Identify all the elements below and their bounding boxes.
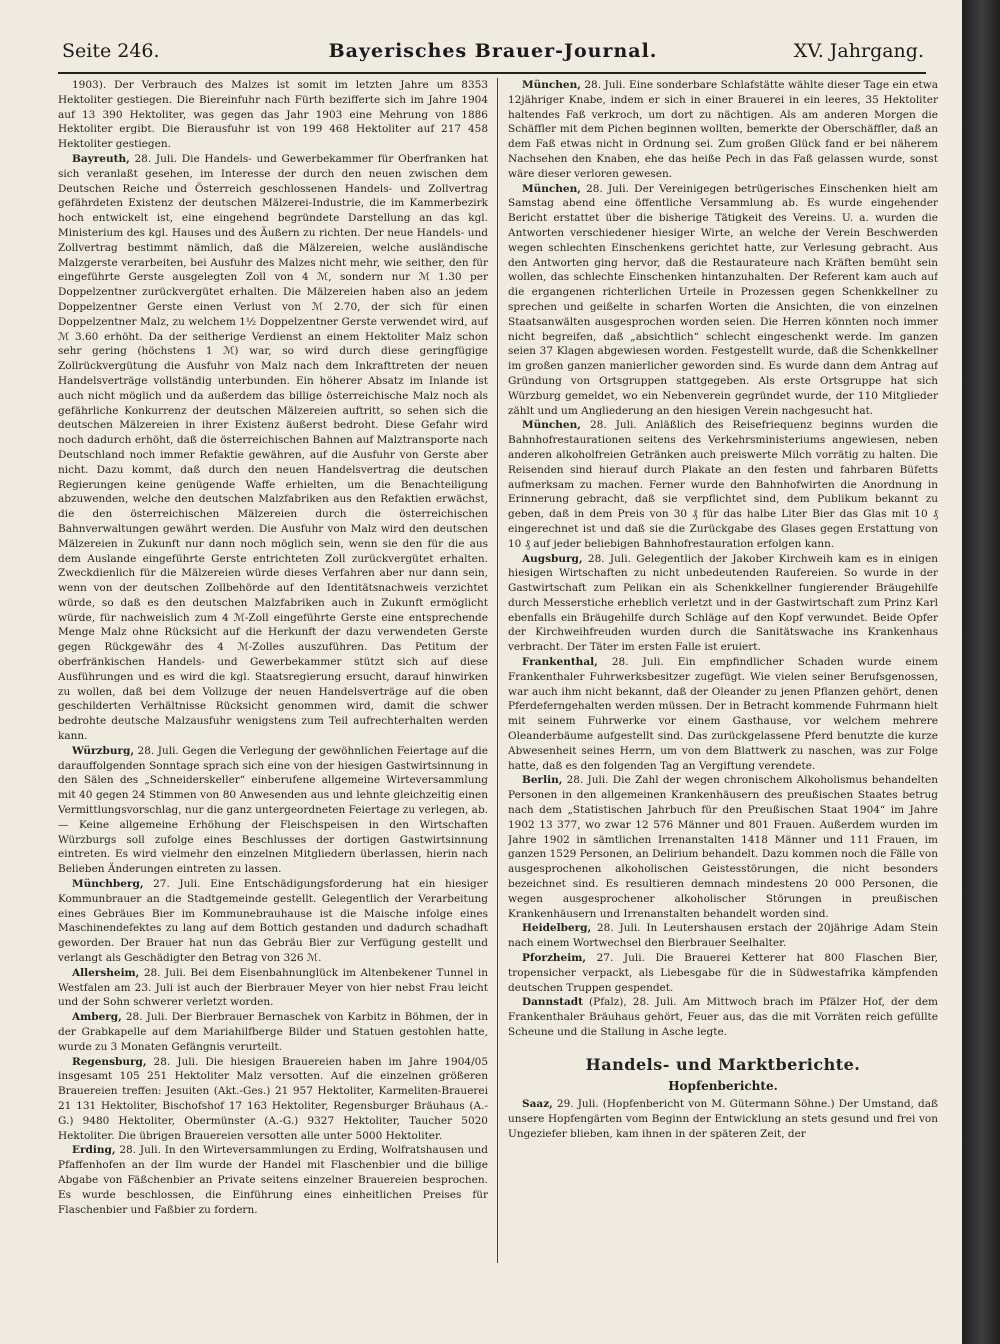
article-text: 28. Juli. Der Bierbrauer Bernaschek von Karbitz in Böhmen, der in der Grabkapelle auf dem Mariahilfberge Bilder und Statuen gestohlen hatte, wurde zu 3 Monaten Gefängnis verurteilt. bbox=[58, 1011, 488, 1053]
article-text: 28. Juli. Eine sonderbare Schlafstätte wählte dieser Tage ein etwa 12jähriger Knabe, indem er sich in einer Brauerei in ein leeres, 35 Hektoliter haltendes Faß verkroch, um dort zu nächtigen. Als am anderen Morgen die Schäffler mit dem Pichen beginnen wollten, bemerkte der Oberschäffler, daß an dem Faß etwas nicht in Ordnung sei. Zum großen Glück fand er bei näherem Nachsehen den Knaben, ehe das heiße Pech in das Faß gelassen wurde, sonst wäre dieser verloren gewesen. bbox=[508, 79, 938, 180]
article-text: 28. Juli. Gegen die Verlegung der gewöhnlichen Feiertage auf die darauffolgenden Sonntage sprach sich eine von der hiesigen Gastwirtsinnung in den Sälen des „Schneiderskeller“ einberufene allgemeine Wirteversammlung mit 40 gegen 24 Stimmen von 80 Anwesenden aus und lehnte gleichzeitig einen Vermittlungsvorschlag, nur die ganz untergeordneten Feiertage zu verlegen, ab. — Keine allgemeine Erhöhung der Fleischspeisen in den Wirtschaften Würzburgs soll zufolge eines Beschlusses der dortigen Gastwirtsinnung eintreten. Es wird vielmehr den einzelnen Mitgliedern überlassen, hierin nach Belieben Änderungen eintreten zu lassen. bbox=[58, 744, 488, 876]
article bbox=[58, 1010, 488, 1054]
right-column bbox=[508, 78, 938, 1268]
article-place: Heidelberg, bbox=[522, 922, 592, 935]
article-place: München, bbox=[522, 79, 581, 91]
article-text: 27. Juli. Eine Entschädigungsforderung hat ein hiesiger Kommunbrauer an die Stadtgemeinde gestellt. Gelegentlich der Verarbeitung eines Gebräues Bier im Kommunebrauhause ist die Maische infolge eines Maschinendefektes zu lang auf dem Bottich gestanden und dadurch schadhaft geworden. Der Brauer hat nun das Gebräu Bier zur Verfügung gestellt und verlangt als Geschädigter den Betrag von 326 ℳ. bbox=[58, 878, 488, 965]
article bbox=[58, 78, 488, 152]
page-number: Seite 246. bbox=[62, 40, 160, 62]
article-saaz bbox=[508, 1097, 938, 1141]
article-text: (Pfalz), 28. Juli. Am Mittwoch brach im Pfälzer Hof, der dem Frankenthaler Bräuhaus gehört, Feuer aus, das die mit Vorräten reich gefüllte Scheune und die Stallung in Asche legte. bbox=[508, 996, 938, 1038]
article bbox=[508, 418, 938, 551]
article-place: Amberg, bbox=[72, 1011, 122, 1024]
article bbox=[58, 152, 488, 744]
article-place: Dannstadt bbox=[522, 996, 583, 1009]
article-text: 28. Juli. Die Handels- und Gewerbekammer für Oberfranken hat sich veranlaßt gesehen, im Interesse der durch den neuen zwischen dem Deutschen Reiche und Österreich geschlossenen Handels- und Zollvertrag gefährdeten Existenz der deutschen Mälzerei-Industrie, die im Kammerbezirk hoch entwickelt ist, eine eingehend begründete Darstellung an das kgl. Ministerium des kgl. Hauses und des Äußern zu richten. Der neue Handels- und Zollvertrag bestimmt nämlich, daß die Mälzereien, welche ausländische Malzgerste verarbeiten, bei Ausfuhr des Malzes nicht mehr, wie seither, den für eingeführte Gerste ausgelegten Zoll von 4 ℳ, sondern nur ℳ 1.30 per Doppelzentner zurückvergütet erhalten. Die Mälzereien haben also an jedem Doppelzentner Gerste einen Verlust von ℳ 2.70, der sich für einen Doppelzentner Malz, zu welchem 1½ Doppelzentner Gerste verwendet wird, auf ℳ 3.60 erhöht. Da der seitherige Verdienst an einem Hektoliter Malz schon sehr gering (höchstens 1 ℳ) war, so wird durch diese geringfügige Zollrückvergütung die Ausfuhr von Malz nach dem Inkrafttreten der neuen Handelsverträge vollständig unterbunden. Ein höherer Absatz im Inlande ist auch nicht möglich und da außerdem das billige österreichische Malz noch als gefährliche Konkurrenz der deutschen Mälzereien auftritt, so sehen sich die deutschen Mälzereien in ihrer Existenz äußerst bedroht. Diese Gefahr wird noch dadurch erhöht, daß die österreichischen Bahnen auf Malztransporte nach Deutschland noch immer Refaktie gewähren, auf die Ausfuhr von Gerste aber nicht. Dazu kommt, daß durch den neuen Handelsvertrag die deutschen Regierungen keine genügende Waffe erhielten, um die Benachteiligung abzuwenden, welche den deutschen Malzfabriken aus den Refaktien erwächst, die den österreichischen Mälzereien durch die österreichischen Bahnverwaltungen gewährt werden. Die Ausfuhr von Malz wird den deutschen Mälzereien in Zukunft nur dann noch möglich sein, wenn sie den für die aus dem Auslande eingeführte Gerste entrichteten Zoll zurückvergütet erhalten. Zweckdienlich für die Mälzereien würde dieses Verfahren aber nur dann sein, wenn von der deutschen Zollbehörde auf den Identitätsnachweis verzichtet würde, so daß es den deutschen Malzfabriken auch in Zukunft ermöglicht würde, für nachweislich zum 4 ℳ-Zoll eingeführte Gerste eine entsprechende Menge Malz ohne Rücksicht auf die Herkunft der dazu verwendeten Gerste gegen Rückgewähr des 4 ℳ-Zolles auszuführen. Das Petitum der oberfränkischen Handels- und Gewerbekammer stützt sich auf diese Ausführungen und es wird die kgl. Staatsregierung ersucht, darauf hinwirken zu wollen, daß bei dem Vollzuge der neuen Handelsverträge auf die oben geschilderten Verhältnisse Rücksicht genommen wird, damit die schwer bedrohte deutsche Malzausfuhr wenigstens zum Teil aufrechterhalten werden kann. bbox=[58, 152, 488, 743]
article bbox=[508, 78, 938, 182]
article-text: 28. Juli. Anläßlich des Reisefriequenz beginns wurden die Bahnhofrestaurationen seitens des Verkehrsministeriums angewiesen, neben anderen alkoholfreien Getränken auch preiswerte Milch vorrätig zu halten. Die Reisenden sind hierauf durch Plakate an den festen und fahrbaren Büfetts aufmerksam zu machen. Ferner wurde den Bahnhofwirten die Anordnung in Erinnerung gebracht, daß sie verpflichtet sind, dem Publikum bekannt zu geben, daß in dem Preis von 30 ₰ für das halbe Liter Bier das Glas mit 10 ₰ eingerechnet ist und daß sie die Zurückgabe des Glases gegen Erstattung von 10 ₰ auf jeder beliebigen Bahnhofrestauration erfolgen kann. bbox=[508, 419, 938, 550]
article-place: Erding, bbox=[72, 1144, 116, 1157]
section-title: Handels- und Marktberichte. bbox=[585, 1054, 861, 1074]
article-text: 1903). Der Verbrauch des Malzes ist somit im letzten Jahre um 8353 Hektoliter gestiegen. Die Biereinfuhr nach Fürth bezifferte sich im Jahre 1904 auf 13 390 Hektoliter, was gegen das Jahr 1903 eine Mehrung von 1886 Hektoliter ergibt. Die Bierausfuhr ist von 199 468 Hektoliter auf 217 458 Hektoliter gestiegen. bbox=[58, 79, 488, 151]
article bbox=[58, 877, 488, 966]
article-text: 28. Juli. Der Vereinigegen betrügerisches Einschenken hielt am Samstag abend eine öffentliche Versammlung ab. Es wurde eingehender Bericht erstattet über die bisherige Tätigkeit des Vereins. U. a. wurden die Antworten verschiedener hiesiger Wirte, an welche der Verein Beschwerden wegen schlechten Einschenkens gerichtet hatte, zur Verlesung gebracht. Aus den Antworten ging hervor, daß die Restaurateure nach Kräften bemüht sein wollen, das schlechte Einschenken hintanzuhalten. Der Referent kam auch auf die ergangenen richterlichen Urteile in Prozessen gegen Schenkkellner zu sprechen und geißelte in scharfen Worten die Ansichten, die von einzelnen Staatsanwälten ausgesprochen worden seien. Die Herren könnten noch immer nicht begreifen, daß „absichtlich“ schlecht eingeschenkt werde. Im ganzen seien 37 Klagen abgewiesen worden. Festgestellt wurde, daß die Schenkkellner im großen ganzen manierlicher geworden sind. Es wurde dann dem Antrag auf Gründung von Ortsgruppen stattgegeben. Als erste Ortsgruppe hat sich Würzburg gemeldet, wo ein Nebenverein gegründet wurde, der 110 Mitglieder zählt und um Angliederung an den hiesigen Verein nachgesucht hat. bbox=[508, 182, 938, 417]
article bbox=[58, 1055, 488, 1144]
volume-label: XV. Jahrgang. bbox=[793, 40, 924, 62]
article bbox=[508, 921, 938, 951]
article-place: Bayreuth, bbox=[72, 152, 130, 165]
left-column bbox=[58, 78, 488, 1268]
article-place: Münchberg, bbox=[72, 878, 144, 891]
article bbox=[58, 744, 488, 877]
article bbox=[508, 182, 938, 419]
article-place: München, bbox=[522, 182, 581, 195]
article bbox=[58, 1143, 488, 1217]
article-place: Berlin, bbox=[522, 774, 563, 787]
article-place: Allersheim, bbox=[72, 966, 140, 979]
article-text: 28. Juli. In den Wirteversammlungen zu Erding, Wolfratshausen und Pfaffenhofen an der Ilm wurde der Handel mit Flaschenbier und die billige Abgabe von Fäßchenbier an Private seitens einzelner Brauereien besprochen. Es wurde beschlossen, die Einführung eines einheitlichen Preises für Flaschenbier und Faßbier zu fordern. bbox=[58, 1144, 488, 1216]
article-place: Regensburg, bbox=[72, 1055, 147, 1068]
article bbox=[508, 951, 938, 995]
article bbox=[508, 995, 938, 1039]
article-place: Frankenthal, bbox=[522, 656, 598, 669]
page-header bbox=[62, 40, 924, 70]
article-text: 29. Juli. (Hopfenbericht von M. Gütermann Söhne.) Der Umstand, daß unsere Hopfengärten vom Beginn der Entwicklung an stets gesund und frei von Ungeziefer blieben, kam ihnen in der späteren Zeit, der bbox=[508, 1098, 938, 1140]
article-text: 28. Juli. Ein empfindlicher Schaden wurde einem Frankenthaler Fuhrwerksbesitzer zugefügt. Wie vielen seiner Berufsgenossen, war auch ihm nicht bekannt, daß der Oleander zu jenen Pflanzen gehört, denen Pferdeferngehalten werden müssen. Der in Betracht kommende Fuhrmann hielt mit seinem Fuhrwerke vor einem Gasthause, vor welchem mehrere Oleanderbäume aufgestellt sind. Das zurückgelassene Pferd benutzte die kurze Abwesenheit seines Herrn, um von dem Blattwerk zu naschen, was zur Folge hatte, daß es den folgenden Tag an Vergiftung verendete. bbox=[508, 656, 938, 772]
article bbox=[58, 966, 488, 1010]
article bbox=[508, 773, 938, 921]
article bbox=[508, 655, 938, 773]
article-place: Pforzheim, bbox=[522, 952, 586, 965]
article-place: Augsburg, bbox=[522, 552, 583, 565]
article-text: 28. Juli. Die Zahl der wegen chronischem Alkoholismus behandelten Personen in den allgemeinen Krankenhäusern des preußischen Staates betrug nach dem „Statistischen Jahrbuch für den Preußischen Staat 1904“ im Jahre 1902 13 377, wo zwar 12 576 Männer und 801 Frauen. Außerdem wurden im Jahre 1902 in sämtlichen Irrenanstalten 1418 Männer und 111 Frauen, im ganzen 1529 Personen, an Delirium behandelt. Dazu kommen noch die Fälle von ausgesprochenen alkoholischen Geistesstörungen, die nicht besonders bezeichnet sind. Es resultieren demnach mindestens 20 000 Personen, die wegen ausgesprochener alkoholischer Störungen in preußischen Krankenhäusern und Irrenanstalten behandelt worden sind. bbox=[508, 774, 938, 920]
article-place: München, bbox=[522, 419, 581, 432]
section-subtitle: Hopfenberichte. bbox=[668, 1078, 778, 1093]
scan-edge bbox=[962, 0, 1000, 1344]
right-column-articles bbox=[508, 78, 938, 1040]
header-rule bbox=[58, 72, 926, 74]
article-text: 28. Juli. Bei dem Eisenbahnunglück im Altenbekener Tunnel in Westfalen am 23. Juli ist auch der Bierbrauer Meyer von hier nebst Frau leicht und der Sohn schwerer verletzt worden. bbox=[58, 966, 488, 1009]
article-place: Saaz, bbox=[522, 1098, 553, 1111]
article-text: 28. Juli. Die hiesigen Brauereien haben im Jahre 1904/05 insgesamt 105 251 Hektoliter Malz versotten. Auf die einzelnen größeren Brauereien treffen: Jesuiten (Akt.-Ges.) 21 957 Hektoliter, Karmeliten-Brauerei 21 131 Hektoliter, Bischofshof 17 163 Hektoliter, Regensburger Bräuhaus (A.-G.) 9480 Hektoliter, Obermünster (A.-G.) 9327 Hektoliter, Taucher 5020 Hektoliter. Die übrigen Brauereien versotten alle unter 5000 Hektoliter. bbox=[58, 1055, 488, 1142]
article-text: 28. Juli. In Leutershausen erstach der 20jährige Adam Stein nach einem Wortwechsel den Bierbrauer Seelhalter. bbox=[508, 922, 938, 950]
article-place: Würzburg, bbox=[72, 744, 135, 757]
article-text: 27. Juli. Die Brauerei Ketterer hat 800 Flaschen Bier, tropensicher verpackt, als Liebesgabe für die in Südwestafrika kämpfenden deutschen Truppen gespendet. bbox=[508, 952, 938, 994]
article-text: 28. Juli. Gelegentlich der Jakober Kirchweih kam es in einigen hiesigen Wirtschaften zu nicht unbedeutenden Raufereien. So wurde in der Gastwirtschaft zum Pelikan ein als Schenkkellner fungierender Bräugehilfe durch Messerstiche erheblich verletzt und in der Gastwirtschaft zum Prinz Karl ebenfalls ein Bräugehilfe durch Schläge auf den Kopf verwundet. Beide Opfer der Kirchweihfreuden wurden durch die Sanitätswache ins Krankenhaus verbracht. Der Täter im ersten Falle ist eruiert. bbox=[508, 552, 938, 654]
journal-title: Bayerisches Brauer-Journal. bbox=[328, 40, 658, 62]
article bbox=[508, 552, 938, 656]
column-divider bbox=[497, 78, 498, 1263]
